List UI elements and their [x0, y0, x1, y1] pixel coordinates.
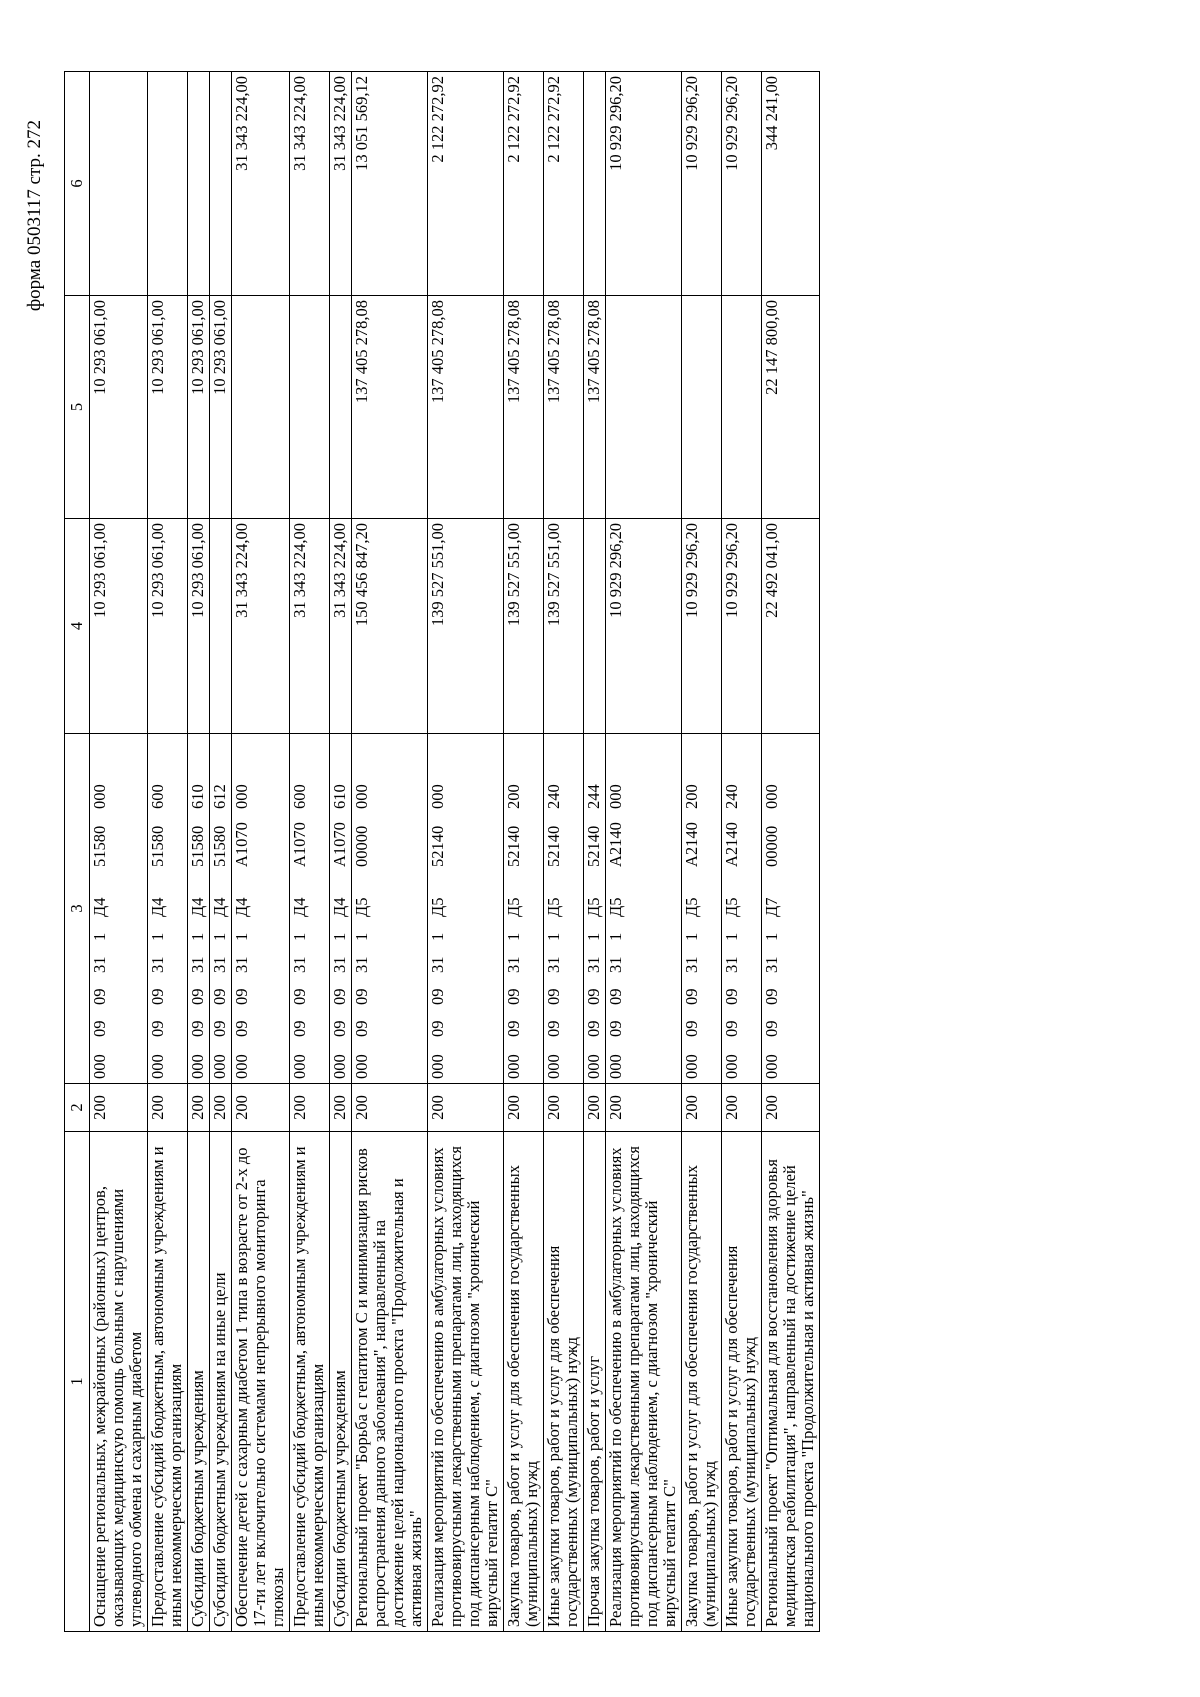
row-line-code-cell: 200: [90, 1084, 148, 1132]
row-amount-col6: 10 929 296,20: [606, 72, 682, 296]
row-classification-code-cell: [290, 734, 330, 1084]
column-header-4: 4: [65, 519, 90, 734]
code-segment: 000: [352, 784, 371, 809]
code-segment: 31: [504, 956, 523, 973]
table-row: [352, 72, 428, 1632]
code-segment: 000: [330, 1054, 349, 1079]
table-row: [188, 72, 210, 1632]
row-line-code-cell: 200: [210, 1084, 232, 1132]
row-classification-code-cell: [90, 734, 148, 1084]
code-segment: 31: [544, 956, 563, 973]
code-segment: 09: [290, 1020, 309, 1037]
code-segment: 1: [722, 932, 741, 941]
row-name-cell: Субсидии бюджетным учреждениям: [330, 1132, 352, 1632]
code-segment: 09: [544, 988, 563, 1005]
column-header-3: 3: [65, 734, 90, 1084]
code-segment: А1070: [290, 822, 309, 867]
table-row: [722, 72, 762, 1632]
code-segment: 000: [428, 1054, 447, 1079]
row-amount-col4: 10 929 296,20: [722, 519, 762, 734]
code-segment: 1: [762, 932, 781, 941]
code-segment: 09: [504, 988, 523, 1005]
row-amount-col5: 137 405 278,08: [584, 296, 606, 519]
row-line-code-cell: 200: [762, 1084, 820, 1132]
code-segment: 31: [90, 956, 109, 973]
code-segment: 240: [544, 784, 563, 809]
code-segment: 09: [352, 988, 371, 1005]
row-amount-col5: 137 405 278,08: [504, 296, 544, 519]
code-segment: Д5: [722, 897, 741, 917]
code-segment: 09: [148, 1020, 167, 1037]
row-line-code-cell: 200: [330, 1084, 352, 1132]
code-segment: 52140: [504, 825, 523, 867]
row-amount-col5: 137 405 278,08: [544, 296, 584, 519]
code-segment: 000: [722, 1054, 741, 1079]
row-line-code-cell: 200: [352, 1084, 428, 1132]
code-segment: 09: [232, 1020, 251, 1037]
code-segment: 09: [428, 988, 447, 1005]
code-segment: 31: [330, 956, 349, 973]
code-segment: 612: [210, 784, 229, 809]
row-amount-col6: 344 241,00: [762, 72, 820, 296]
code-segment: 000: [584, 1054, 603, 1079]
code-segment: 31: [606, 956, 625, 973]
row-line-code-cell: 200: [504, 1084, 544, 1132]
code-segment: 000: [762, 784, 781, 809]
code-segment: 52140: [428, 825, 447, 867]
row-amount-col4: 139 527 551,00: [504, 519, 544, 734]
code-segment: 09: [606, 1020, 625, 1037]
code-segment: 09: [682, 1020, 701, 1037]
code-segment: 31: [188, 956, 207, 973]
code-segment: 1: [584, 932, 603, 941]
row-name-cell: Реализация мероприятий по обеспечению в амбулаторных условиях противовирусными лекарственными препаратами лиц, находящихся под диспансерным наблюдением, с диагнозом "хронический вирусный гепатит С": [428, 1132, 504, 1632]
code-segment: 1: [330, 932, 349, 941]
row-amount-col5: 137 405 278,08: [428, 296, 504, 519]
row-line-code-cell: 200: [290, 1084, 330, 1132]
row-classification-code-cell: [722, 734, 762, 1084]
code-segment: 000: [90, 784, 109, 809]
row-name-cell: Региональный проект "Борьба с гепатитом С и минимизация рисков распространения данного заболевания", направленный на достижение целей национального проекта "Продолжительная и активная жизнь": [352, 1132, 428, 1632]
row-amount-col6: 10 929 296,20: [722, 72, 762, 296]
row-amount-col4: 10 293 061,00: [90, 519, 148, 734]
code-segment: 31: [682, 956, 701, 973]
code-segment: Д4: [188, 897, 207, 917]
code-segment: 000: [232, 784, 251, 809]
row-amount-col5: 10 293 061,00: [210, 296, 232, 519]
code-segment: А2140: [606, 822, 625, 867]
code-segment: 1: [682, 932, 701, 941]
column-header-1: 1: [65, 1132, 90, 1632]
code-segment: 000: [682, 1054, 701, 1079]
code-segment: 52140: [584, 825, 603, 867]
code-segment: 51580: [148, 825, 167, 867]
code-segment: 31: [290, 956, 309, 973]
code-segment: 31: [148, 956, 167, 973]
table-row: [504, 72, 544, 1632]
table-row: [584, 72, 606, 1632]
code-segment: 09: [330, 988, 349, 1005]
table-row: [210, 72, 232, 1632]
code-segment: 000: [148, 1054, 167, 1079]
code-segment: 000: [188, 1054, 207, 1079]
row-amount-col4: 139 527 551,00: [544, 519, 584, 734]
code-segment: Д7: [762, 897, 781, 917]
code-segment: 52140: [544, 825, 563, 867]
code-segment: Д4: [90, 897, 109, 917]
row-amount-col4: 22 492 041,00: [762, 519, 820, 734]
row-classification-code-cell: [352, 734, 428, 1084]
row-line-code-cell: 200: [428, 1084, 504, 1132]
row-line-code-cell: 200: [232, 1084, 290, 1132]
row-name-cell: Региональный проект "Оптимальная для восстановления здоровья медицинская реабилитация", направленный на достижение целей национального проекта "Продолжительная и активная жизнь": [762, 1132, 820, 1632]
code-segment: 09: [290, 988, 309, 1005]
code-segment: 09: [504, 1020, 523, 1037]
row-amount-col6: 10 929 296,20: [682, 72, 722, 296]
row-classification-code-cell: [330, 734, 352, 1084]
code-segment: 09: [188, 1020, 207, 1037]
row-amount-col6: 2 122 272,92: [504, 72, 544, 296]
code-segment: А2140: [682, 822, 701, 867]
code-segment: Д5: [352, 897, 371, 917]
code-segment: 610: [330, 784, 349, 809]
code-segment: 000: [428, 784, 447, 809]
code-segment: А1070: [330, 822, 349, 867]
code-segment: 00000: [762, 825, 781, 867]
code-segment: 09: [722, 1020, 741, 1037]
code-segment: А1070: [232, 822, 251, 867]
row-amount-col6: 31 343 224,00: [290, 72, 330, 296]
row-amount-col4: 10 929 296,20: [606, 519, 682, 734]
code-segment: 200: [504, 784, 523, 809]
code-segment: 09: [584, 1020, 603, 1037]
row-name-cell: Закупка товаров, работ и услуг для обеспечения государственных (муниципальных) нужд: [504, 1132, 544, 1632]
row-line-code-cell: 200: [148, 1084, 188, 1132]
code-segment: 31: [352, 956, 371, 973]
code-segment: 600: [290, 784, 309, 809]
code-segment: 51580: [188, 825, 207, 867]
code-segment: Д4: [330, 897, 349, 917]
code-segment: 31: [210, 956, 229, 973]
column-header-5: 5: [65, 296, 90, 519]
row-amount-col5: 22 147 800,00: [762, 296, 820, 519]
row-amount-col6: 13 051 569,12: [352, 72, 428, 296]
table-row: [544, 72, 584, 1632]
row-amount-col6: [148, 72, 188, 296]
code-segment: 000: [606, 1054, 625, 1079]
code-segment: 000: [210, 1054, 229, 1079]
code-segment: 240: [722, 784, 741, 809]
row-amount-col4: 10 929 296,20: [682, 519, 722, 734]
table-row: [330, 72, 352, 1632]
row-classification-code-cell: [606, 734, 682, 1084]
code-segment: 1: [148, 932, 167, 941]
row-line-code-cell: 200: [544, 1084, 584, 1132]
row-amount-col6: [210, 72, 232, 296]
code-segment: 09: [722, 988, 741, 1005]
code-segment: Д5: [606, 897, 625, 917]
table-row: [606, 72, 682, 1632]
budget-report-table: [64, 71, 820, 1632]
row-classification-code-cell: [148, 734, 188, 1084]
code-segment: 09: [682, 988, 701, 1005]
row-amount-col5: 10 293 061,00: [90, 296, 148, 519]
row-classification-code-cell: [428, 734, 504, 1084]
column-header-2: 2: [65, 1084, 90, 1132]
row-amount-col5: 10 293 061,00: [188, 296, 210, 519]
row-name-cell: Иные закупки товаров, работ и услуг для обеспечения государственных (муниципальных) нужд: [722, 1132, 762, 1632]
row-amount-col5: [606, 296, 682, 519]
row-amount-col6: 2 122 272,92: [428, 72, 504, 296]
table-row: [682, 72, 722, 1632]
code-segment: 09: [428, 1020, 447, 1037]
row-amount-col5: [722, 296, 762, 519]
code-segment: Д5: [584, 897, 603, 917]
row-amount-col4: 31 343 224,00: [290, 519, 330, 734]
row-amount-col5: [232, 296, 290, 519]
row-line-code-cell: 200: [606, 1084, 682, 1132]
table-row: [90, 72, 148, 1632]
code-segment: 244: [584, 784, 603, 809]
code-segment: Д5: [682, 897, 701, 917]
row-name-cell: Оснащение региональных, межрайонных (районных) центров, оказывающих медицинскую помощь больным с нарушениями углеводного обмена и сахарным диабетом: [90, 1132, 148, 1632]
code-segment: 1: [290, 932, 309, 941]
row-name-cell: Прочая закупка товаров, работ и услуг: [584, 1132, 606, 1632]
code-segment: 1: [606, 932, 625, 941]
row-amount-col6: 2 122 272,92: [544, 72, 584, 296]
row-name-cell: Субсидии бюджетным учреждениям на иные цели: [210, 1132, 232, 1632]
row-line-code-cell: 200: [722, 1084, 762, 1132]
code-segment: Д5: [428, 897, 447, 917]
row-line-code-cell: 200: [188, 1084, 210, 1132]
row-amount-col4: 10 293 061,00: [188, 519, 210, 734]
code-segment: 1: [544, 932, 563, 941]
code-segment: 1: [90, 932, 109, 941]
row-classification-code-cell: [762, 734, 820, 1084]
code-segment: Д5: [504, 897, 523, 917]
code-segment: 000: [504, 1054, 523, 1079]
code-segment: 09: [148, 988, 167, 1005]
row-name-cell: Субсидии бюджетным учреждениям: [188, 1132, 210, 1632]
code-segment: 09: [584, 988, 603, 1005]
row-amount-col4: 10 293 061,00: [148, 519, 188, 734]
code-segment: Д4: [232, 897, 251, 917]
row-amount-col4: [210, 519, 232, 734]
row-amount-col6: [584, 72, 606, 296]
row-amount-col5: 10 293 061,00: [148, 296, 188, 519]
code-segment: 1: [352, 932, 371, 941]
code-segment: 000: [762, 1054, 781, 1079]
code-segment: Д4: [290, 897, 309, 917]
code-segment: Д5: [544, 897, 563, 917]
code-segment: 200: [682, 784, 701, 809]
code-segment: 09: [188, 988, 207, 1005]
table-row: [232, 72, 290, 1632]
table-row: [428, 72, 504, 1632]
table-body: [90, 72, 820, 1632]
code-segment: 000: [606, 784, 625, 809]
code-segment: 09: [90, 988, 109, 1005]
code-segment: 000: [544, 1054, 563, 1079]
code-segment: 610: [188, 784, 207, 809]
code-segment: 000: [90, 1054, 109, 1079]
row-amount-col4: 31 343 224,00: [232, 519, 290, 734]
row-classification-code-cell: [544, 734, 584, 1084]
row-name-cell: Обеспечение детей с сахарным диабетом 1 типа в возрасте от 2-х до 17-ти лет включительно системами непрерывного мониторинга глюкозы: [232, 1132, 290, 1632]
code-segment: 1: [188, 932, 207, 941]
row-amount-col5: 137 405 278,08: [352, 296, 428, 519]
row-amount-col4: 31 343 224,00: [330, 519, 352, 734]
row-amount-col5: [682, 296, 722, 519]
code-segment: А2140: [722, 822, 741, 867]
code-segment: 31: [722, 956, 741, 973]
code-segment: 00000: [352, 825, 371, 867]
code-segment: 09: [232, 988, 251, 1005]
code-segment: 09: [352, 1020, 371, 1037]
code-segment: 000: [352, 1054, 371, 1079]
code-segment: 000: [232, 1054, 251, 1079]
row-name-cell: Предоставление субсидий бюджетным, автономным учреждениям и иным некоммерческим организациям: [148, 1132, 188, 1632]
row-amount-col6: [90, 72, 148, 296]
code-segment: 09: [606, 988, 625, 1005]
column-header-6: 6: [65, 72, 90, 296]
code-segment: 09: [330, 1020, 349, 1037]
code-segment: 31: [232, 956, 251, 973]
row-classification-code-cell: [188, 734, 210, 1084]
code-segment: 09: [544, 1020, 563, 1037]
row-line-code-cell: 200: [584, 1084, 606, 1132]
row-line-code-cell: 200: [682, 1084, 722, 1132]
row-amount-col6: 31 343 224,00: [232, 72, 290, 296]
code-segment: 31: [584, 956, 603, 973]
column-number-header-row: [65, 72, 90, 1632]
code-segment: 09: [762, 988, 781, 1005]
row-name-cell: Закупка товаров, работ и услуг для обеспечения государственных (муниципальных) нужд: [682, 1132, 722, 1632]
row-amount-col5: [290, 296, 330, 519]
row-amount-col6: 31 343 224,00: [330, 72, 352, 296]
code-segment: 600: [148, 784, 167, 809]
form-reference: форма 0503117 стр. 272: [24, 120, 45, 312]
row-amount-col4: 139 527 551,00: [428, 519, 504, 734]
code-segment: Д4: [210, 897, 229, 917]
row-classification-code-cell: [504, 734, 544, 1084]
code-segment: 09: [210, 1020, 229, 1037]
code-segment: 51580: [90, 825, 109, 867]
row-name-cell: Реализация мероприятий по обеспечению в амбулаторных условиях противовирусными лекарственными препаратами лиц, находящихся под диспансерным наблюдением, с диагнозом "хронический вирусный гепатит С": [606, 1132, 682, 1632]
code-segment: 31: [428, 956, 447, 973]
row-amount-col4: 150 456 847,20: [352, 519, 428, 734]
table-row: [148, 72, 188, 1632]
row-classification-code-cell: [682, 734, 722, 1084]
table-row: [290, 72, 330, 1632]
row-classification-code-cell: [210, 734, 232, 1084]
table-row: [762, 72, 820, 1632]
code-segment: Д4: [148, 897, 167, 917]
code-segment: 1: [232, 932, 251, 941]
row-name-cell: Иные закупки товаров, работ и услуг для обеспечения государственных (муниципальных) нужд: [544, 1132, 584, 1632]
row-amount-col4: [584, 519, 606, 734]
code-segment: 1: [210, 932, 229, 941]
code-segment: 1: [504, 932, 523, 941]
row-amount-col6: [188, 72, 210, 296]
code-segment: 09: [762, 1020, 781, 1037]
code-segment: 51580: [210, 825, 229, 867]
row-classification-code-cell: [584, 734, 606, 1084]
code-segment: 000: [290, 1054, 309, 1079]
code-segment: 1: [428, 932, 447, 941]
row-name-cell: Предоставление субсидий бюджетным, автономным учреждениям и иным некоммерческим организациям: [290, 1132, 330, 1632]
code-segment: 09: [210, 988, 229, 1005]
code-segment: 09: [90, 1020, 109, 1037]
row-classification-code-cell: [232, 734, 290, 1084]
row-amount-col5: [330, 296, 352, 519]
code-segment: 31: [762, 956, 781, 973]
